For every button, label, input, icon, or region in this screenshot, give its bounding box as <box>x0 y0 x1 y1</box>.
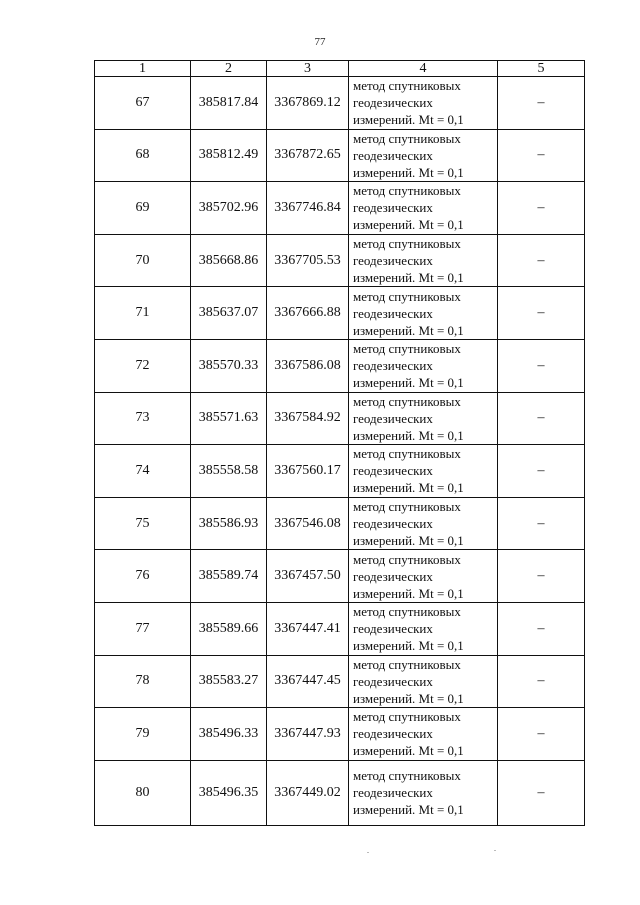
point-number-cell: 75 <box>95 497 191 550</box>
method-line: метод спутниковых <box>353 288 461 304</box>
x-coordinate-cell: 385702.96 <box>191 182 267 235</box>
method-cell <box>349 760 498 825</box>
method-line: метод спутниковых <box>353 236 461 252</box>
note-cell: – <box>498 339 585 392</box>
method-line: измерений. Mt = 0,1 <box>353 480 464 496</box>
x-coordinate-cell: 385496.35 <box>191 760 267 825</box>
table-row <box>95 287 585 340</box>
method-cell <box>349 392 498 445</box>
method-cell <box>349 287 498 340</box>
point-number-cell: 72 <box>95 339 191 392</box>
point-number-cell: 73 <box>95 392 191 445</box>
method-line: геодезических <box>353 726 433 742</box>
table-row <box>95 445 585 498</box>
column-header: 5 <box>498 61 585 77</box>
table-row <box>95 760 585 825</box>
method-line: геодезических <box>353 253 433 269</box>
note-cell: – <box>498 182 585 235</box>
method-line: измерений. Mt = 0,1 <box>353 638 464 654</box>
method-line: измерений. Mt = 0,1 <box>353 802 464 818</box>
method-line: геодезических <box>353 358 433 374</box>
note-cell: – <box>498 602 585 655</box>
note-cell: – <box>498 392 585 445</box>
point-number-cell: 77 <box>95 602 191 655</box>
method-line: геодезических <box>353 410 433 426</box>
y-coordinate-cell: 3367872.65 <box>267 129 349 182</box>
y-coordinate-cell: 3367449.02 <box>267 760 349 825</box>
note-cell: – <box>498 234 585 287</box>
table-row <box>95 602 585 655</box>
method-cell <box>349 550 498 603</box>
scan-speck <box>367 852 369 853</box>
x-coordinate-cell: 385812.49 <box>191 129 267 182</box>
method-line: геодезических <box>353 673 433 689</box>
scan-speck <box>494 850 496 851</box>
note-cell: – <box>498 550 585 603</box>
method-line: измерений. Mt = 0,1 <box>353 533 464 549</box>
method-line: метод спутниковых <box>353 656 461 672</box>
x-coordinate-cell: 385589.74 <box>191 550 267 603</box>
method-cell <box>349 445 498 498</box>
method-line: метод спутниковых <box>353 604 461 620</box>
note-cell: – <box>498 655 585 708</box>
point-number-cell: 69 <box>95 182 191 235</box>
table-header-row <box>95 61 585 77</box>
method-cell <box>349 497 498 550</box>
method-cell <box>349 234 498 287</box>
method-line: геодезических <box>353 463 433 479</box>
column-header: 2 <box>191 61 267 77</box>
method-line: метод спутниковых <box>353 551 461 567</box>
x-coordinate-cell: 385570.33 <box>191 339 267 392</box>
table-row <box>95 129 585 182</box>
method-line: геодезических <box>353 95 433 111</box>
method-line: измерений. Mt = 0,1 <box>353 427 464 443</box>
method-line: измерений. Mt = 0,1 <box>353 164 464 180</box>
method-line: геодезических <box>353 621 433 637</box>
column-header: 4 <box>349 61 498 77</box>
note-cell: – <box>498 445 585 498</box>
point-number-cell: 74 <box>95 445 191 498</box>
method-cell <box>349 602 498 655</box>
page-number: 77 <box>314 36 326 48</box>
point-number-cell: 80 <box>95 760 191 825</box>
method-line: измерений. Mt = 0,1 <box>353 270 464 286</box>
x-coordinate-cell: 385817.84 <box>191 77 267 130</box>
method-cell <box>349 708 498 761</box>
x-coordinate-cell: 385637.07 <box>191 287 267 340</box>
method-line: геодезических <box>353 516 433 532</box>
method-line: геодезических <box>353 200 433 216</box>
method-cell <box>349 655 498 708</box>
point-number-cell: 78 <box>95 655 191 708</box>
table-row <box>95 497 585 550</box>
table-row <box>95 655 585 708</box>
y-coordinate-cell: 3367457.50 <box>267 550 349 603</box>
method-line: метод спутниковых <box>353 130 461 146</box>
x-coordinate-cell: 385586.93 <box>191 497 267 550</box>
y-coordinate-cell: 3367560.17 <box>267 445 349 498</box>
point-number-cell: 67 <box>95 77 191 130</box>
point-number-cell: 76 <box>95 550 191 603</box>
method-line: измерений. Mt = 0,1 <box>353 743 464 759</box>
table-row <box>95 708 585 761</box>
column-header: 3 <box>267 61 349 77</box>
method-line: измерений. Mt = 0,1 <box>353 217 464 233</box>
method-line: измерений. Mt = 0,1 <box>353 375 464 391</box>
table-row <box>95 339 585 392</box>
y-coordinate-cell: 3367447.93 <box>267 708 349 761</box>
method-line: измерений. Mt = 0,1 <box>353 690 464 706</box>
x-coordinate-cell: 385668.86 <box>191 234 267 287</box>
y-coordinate-cell: 3367705.53 <box>267 234 349 287</box>
method-line: измерений. Mt = 0,1 <box>353 585 464 601</box>
method-line: измерений. Mt = 0,1 <box>353 322 464 338</box>
method-line: метод спутниковых <box>353 183 461 199</box>
table-row <box>95 182 585 235</box>
note-cell: – <box>498 760 585 825</box>
note-cell: – <box>498 77 585 130</box>
method-line: измерений. Mt = 0,1 <box>353 112 464 128</box>
method-line: метод спутниковых <box>353 341 461 357</box>
y-coordinate-cell: 3367586.08 <box>267 339 349 392</box>
method-cell <box>349 182 498 235</box>
method-line: метод спутниковых <box>353 709 461 725</box>
table-row <box>95 77 585 130</box>
x-coordinate-cell: 385589.66 <box>191 602 267 655</box>
table-row <box>95 392 585 445</box>
x-coordinate-cell: 385496.33 <box>191 708 267 761</box>
method-line: геодезических <box>353 305 433 321</box>
point-number-cell: 71 <box>95 287 191 340</box>
x-coordinate-cell: 385571.63 <box>191 392 267 445</box>
method-line: геодезических <box>353 568 433 584</box>
method-line: метод спутниковых <box>353 768 461 784</box>
table-row <box>95 550 585 603</box>
table-row <box>95 234 585 287</box>
method-line: метод спутниковых <box>353 78 461 94</box>
note-cell: – <box>498 497 585 550</box>
y-coordinate-cell: 3367546.08 <box>267 497 349 550</box>
column-header: 1 <box>95 61 191 77</box>
point-number-cell: 68 <box>95 129 191 182</box>
y-coordinate-cell: 3367447.41 <box>267 602 349 655</box>
y-coordinate-cell: 3367447.45 <box>267 655 349 708</box>
x-coordinate-cell: 385583.27 <box>191 655 267 708</box>
method-line: метод спутниковых <box>353 499 461 515</box>
note-cell: – <box>498 708 585 761</box>
point-number-cell: 79 <box>95 708 191 761</box>
method-cell <box>349 129 498 182</box>
note-cell: – <box>498 287 585 340</box>
coordinates-table <box>94 60 585 826</box>
method-cell <box>349 339 498 392</box>
table-body <box>95 77 585 826</box>
method-line: метод спутниковых <box>353 393 461 409</box>
method-line: метод спутниковых <box>353 446 461 462</box>
method-cell <box>349 77 498 130</box>
note-cell: – <box>498 129 585 182</box>
method-line: геодезических <box>353 785 433 801</box>
point-number-cell: 70 <box>95 234 191 287</box>
x-coordinate-cell: 385558.58 <box>191 445 267 498</box>
y-coordinate-cell: 3367666.88 <box>267 287 349 340</box>
y-coordinate-cell: 3367869.12 <box>267 77 349 130</box>
method-line: геодезических <box>353 147 433 163</box>
y-coordinate-cell: 3367746.84 <box>267 182 349 235</box>
y-coordinate-cell: 3367584.92 <box>267 392 349 445</box>
